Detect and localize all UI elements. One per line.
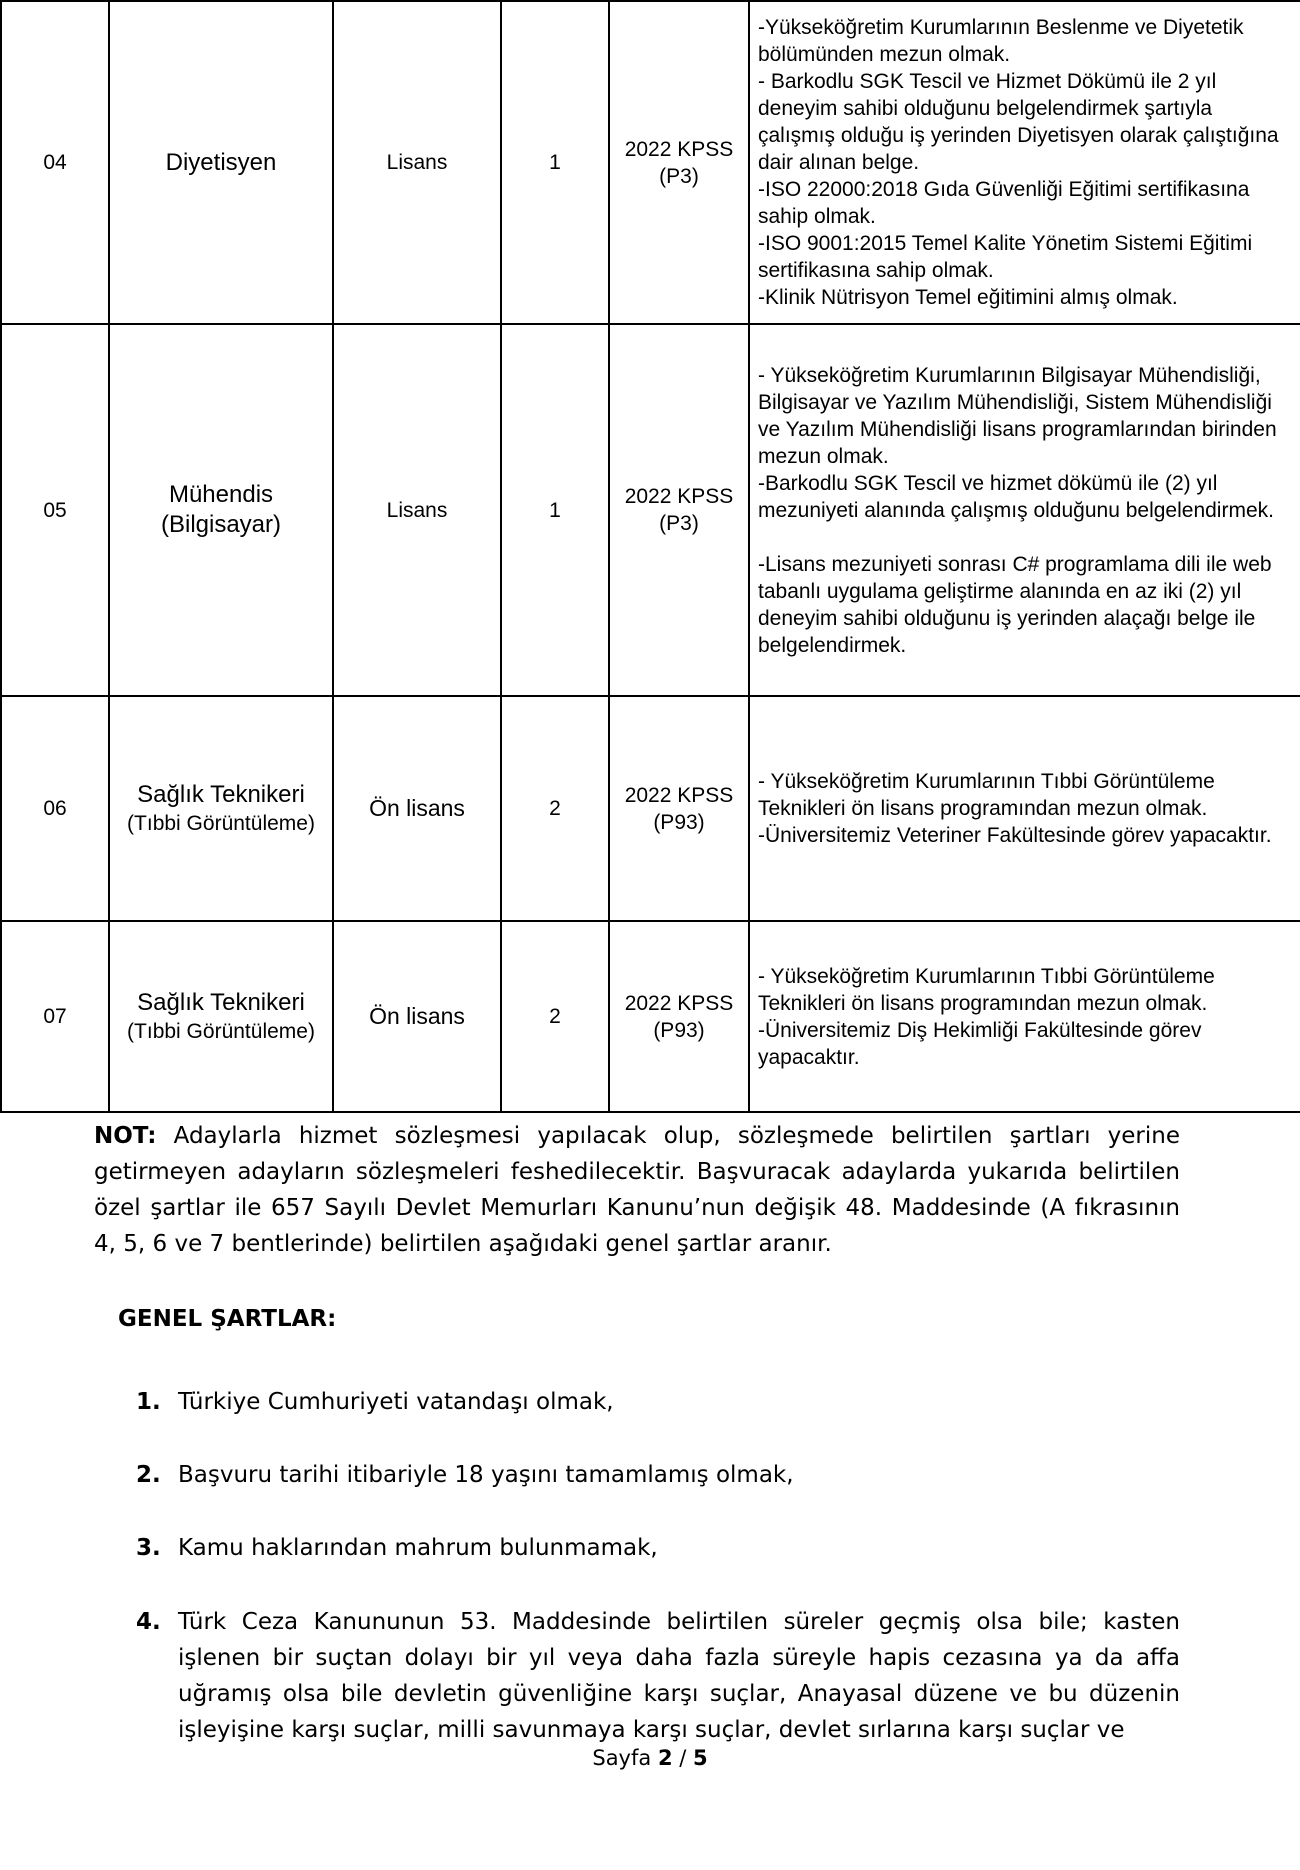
list-item xyxy=(136,1384,1180,1420)
kpss-type xyxy=(609,324,749,696)
kpss-score-type: (P93) xyxy=(653,1018,705,1042)
row-number: 07 xyxy=(1,921,109,1112)
special-conditions xyxy=(749,921,1300,1112)
position-sub: (Tıbbi Görüntüleme) xyxy=(127,812,315,835)
kpss-type xyxy=(609,696,749,921)
condition-item: - Yükseköğretim Kurumlarının Tıbbi Görüntüleme Teknikleri ön lisans programından mezun olmak. xyxy=(758,964,1215,1015)
list-item-number: 3. xyxy=(136,1535,161,1561)
education-level: Ön lisans xyxy=(333,921,501,1112)
list-item-text: Türk Ceza Kanununun 53. Maddesinde belirtilen süreler geçmiş olsa bile; kasten işlenen bir suçtan dolayı bir yıl veya daha fazla süreyle hapis cezasına ya da affa uğramış olsa bile devletin güvenliğine karşı suçlar, Anayasal düzene ve bu düzenin işleyişine karşı suçlar, milli savunmaya karşı suçlar, devlet sırlarına karşı suçlar ve xyxy=(178,1609,1180,1743)
position-main: Diyetisyen xyxy=(165,148,277,176)
position-title xyxy=(109,696,333,921)
condition-item: -Üniversitemiz Veteriner Fakültesinde görev yapacaktır. xyxy=(758,824,1272,847)
position-count: 2 xyxy=(501,921,609,1112)
position-sub: (Tıbbi Görüntüleme) xyxy=(127,1020,315,1043)
table-row xyxy=(1,921,1300,1112)
education-level: Lisans xyxy=(333,324,501,696)
position-count: 1 xyxy=(501,324,609,696)
kpss-score-type: (P93) xyxy=(653,810,705,834)
kpss-score-type: (P3) xyxy=(659,512,699,535)
page-total: 5 xyxy=(693,1746,708,1770)
note-paragraph xyxy=(94,1118,1180,1262)
note-label: NOT: xyxy=(94,1123,157,1149)
position-title xyxy=(109,921,333,1112)
page-separator: / xyxy=(679,1746,687,1770)
condition-item: -ISO 22000:2018 Gıda Güvenliği Eğitimi sertifikasına sahip olmak. xyxy=(758,178,1250,228)
condition-item: - Yükseköğretim Kurumlarının Tıbbi Görüntüleme Teknikleri ön lisans programından mezun olmak. xyxy=(758,770,1215,820)
special-conditions xyxy=(749,696,1300,921)
condition-item: -Klinik Nütrisyon Temel eğitimini almış olmak. xyxy=(758,286,1178,309)
list-item-number: 2. xyxy=(136,1462,161,1488)
list-item-text: Kamu haklarından mahrum bulunmamak, xyxy=(178,1535,658,1561)
kpss-year: 2022 KPSS xyxy=(624,137,734,161)
condition-item: -Yükseköğretim Kurumlarının Beslenme ve Diyetetik bölümünden mezun olmak. xyxy=(758,16,1244,66)
row-number: 06 xyxy=(1,696,109,921)
page-footer xyxy=(0,1746,1300,1770)
position-count: 1 xyxy=(501,1,609,324)
position-main: Mühendis xyxy=(168,481,274,508)
row-number: 05 xyxy=(1,324,109,696)
special-conditions xyxy=(749,1,1300,324)
kpss-type xyxy=(609,921,749,1112)
condition-item: -Lisans mezuniyeti sonrası C# programlama dili ile web tabanlı uygulama geliştirme alanında en az iki (2) yıl deneyim sahibi olduğunu iş yerinden alaçağı belge ile belgelendirmek. xyxy=(758,552,1272,657)
page-current: 2 xyxy=(657,1746,673,1770)
education-level: Lisans xyxy=(333,1,501,324)
condition-item: -Barkodlu SGK Tescil ve hizmet dökümü ile (2) yıl mezuniyeti alanında çalışmış olduğunu belgelendirmek. xyxy=(758,471,1274,522)
kpss-year: 2022 KPSS xyxy=(624,485,734,508)
position-main: Sağlık Teknikeri xyxy=(137,989,305,1016)
kpss-year: 2022 KPSS xyxy=(624,783,734,807)
kpss-type xyxy=(609,1,749,324)
table-row xyxy=(1,324,1300,696)
list-item-number: 4. xyxy=(136,1609,161,1635)
position-sub: (Bilgisayar) xyxy=(160,511,282,538)
table-row xyxy=(1,1,1300,324)
special-conditions xyxy=(749,324,1300,696)
table-row xyxy=(1,696,1300,921)
general-conditions-title: GENEL ŞARTLAR: xyxy=(118,1306,337,1332)
list-item xyxy=(136,1604,1180,1748)
list-item xyxy=(136,1530,1180,1566)
note-text: Adaylarla hizmet sözleşmesi yapılacak olup, sözleşmede belirtilen şartları yerine getirmeyen adayların sözleşmeleri feshedilecektir. Başvuracak adaylarda yukarıda belirtilen özel şartlar ile 657 Sayılı Devlet Memurları Kanunu’nun değişik 48. Maddesinde (A fıkrasının 4, 5, 6 ve 7 bentlerinde) belirtilen aşağıdaki genel şartlar aranır. xyxy=(94,1123,1181,1257)
list-item-number: 1. xyxy=(136,1389,161,1415)
row-number: 04 xyxy=(1,1,109,324)
condition-item: -ISO 9001:2015 Temel Kalite Yönetim Sistemi Eğitimi sertifikasına sahip olmak. xyxy=(758,232,1253,282)
condition-item: - Barkodlu SGK Tescil ve Hizmet Dökümü ile 2 yıl deneyim sahibi olduğunu belgelendirmek şartıyla çalışmış olduğu iş yerinden Diyetisyen olarak çalıştığına dair alınan belge. xyxy=(758,70,1279,174)
position-count: 2 xyxy=(501,696,609,921)
condition-item: -Üniversitemiz Diş Hekimliği Fakültesinde görev yapacaktır. xyxy=(758,1018,1202,1069)
kpss-year: 2022 KPSS xyxy=(624,991,734,1015)
education-level: Ön lisans xyxy=(333,696,501,921)
condition-item: - Yükseköğretim Kurumlarının Bilgisayar Mühendisliği, Bilgisayar ve Yazılım Mühendisliği, Sistem Mühendisliği ve Yazılım Mühendisliği lisans programlarından birinden mezun olmak. xyxy=(758,363,1277,468)
position-title xyxy=(109,324,333,696)
position-main: Sağlık Teknikeri xyxy=(137,781,305,808)
page-label: Sayfa xyxy=(592,1746,652,1770)
list-item-text: Türkiye Cumhuriyeti vatandaşı olmak, xyxy=(178,1389,614,1415)
position-title xyxy=(109,1,333,324)
list-item-text: Başvuru tarihi itibariyle 18 yaşını tamamlamış olmak, xyxy=(178,1462,794,1488)
kpss-score-type: (P3) xyxy=(659,164,699,188)
list-item xyxy=(136,1457,1180,1493)
